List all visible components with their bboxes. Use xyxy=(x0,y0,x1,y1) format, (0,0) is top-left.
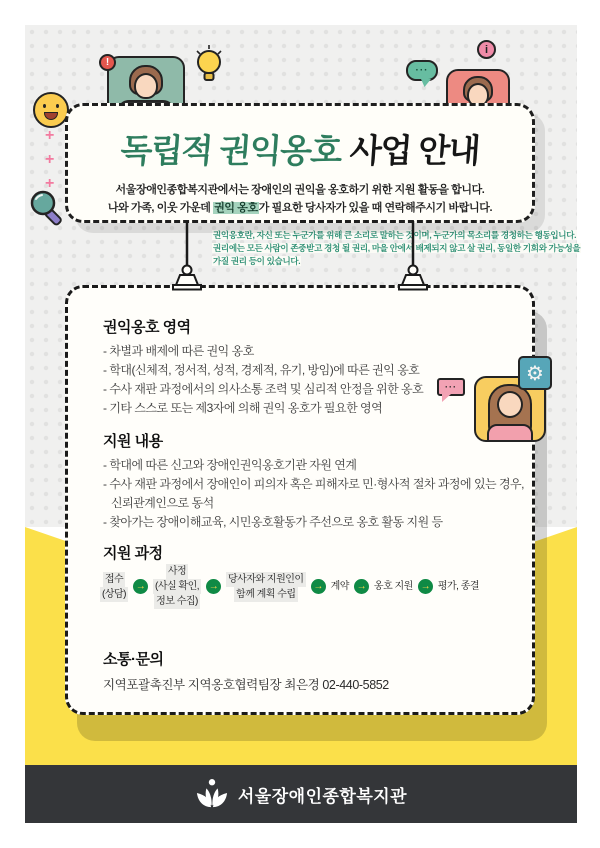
note-line-2: 권리에는 모든 사람이 존중받고 경청 될 권리, 마을 안에서 배제되지 않고 살 권리, 동일한 기회와 가능성을 xyxy=(213,243,581,254)
speech-bubble-icon: ··· xyxy=(437,378,465,396)
speech-bubble-icon: ··· xyxy=(406,60,438,81)
process-flow xyxy=(100,564,540,609)
gear-icon: ⚙ xyxy=(518,356,552,390)
process-step xyxy=(100,572,128,602)
org-logo-icon xyxy=(195,778,229,810)
step-line: 사정 xyxy=(167,566,187,577)
alert-badge-icon: ! xyxy=(99,54,116,71)
step-line: 당사자와 지원인이 xyxy=(228,573,304,585)
step-line: 옹호 지원 xyxy=(373,581,413,592)
process-step xyxy=(331,579,349,594)
magnifier-icon xyxy=(26,188,70,237)
step-line: 접수 xyxy=(104,573,124,585)
list-item: - 차별과 배제에 따른 권익 옹호 xyxy=(103,342,423,361)
arrow-right-icon: → xyxy=(354,579,369,594)
title-black-part: 사업 안내 xyxy=(348,132,481,169)
step-line: (상담) xyxy=(102,588,126,600)
smiley-face-icon xyxy=(33,92,69,128)
list-item: - 기타 스스로 또는 제3자에 의해 권익 옹호가 필요한 영역 xyxy=(103,399,423,418)
plus-icon: + xyxy=(45,127,55,144)
org-name: 서울장애인종합복지관 xyxy=(237,786,408,806)
info-badge-icon: i xyxy=(477,40,496,59)
person-torso xyxy=(487,424,533,442)
poster-title xyxy=(66,125,533,172)
area-list xyxy=(103,342,423,418)
list-item: - 수사 재판 과정에서의 의사소통 조력 및 심리적 안정을 위한 옹호 xyxy=(103,380,423,399)
smiley-eye xyxy=(43,104,46,108)
note-line-3: 가질 권리 등이 있습니다. xyxy=(213,256,301,267)
arrow-right-icon: → xyxy=(206,579,221,594)
poster-subtitle xyxy=(68,181,532,217)
subtitle-highlight: 권익 옹호 xyxy=(214,202,258,215)
step-line: 함께 계획 수립 xyxy=(236,588,296,600)
list-item: - 학대에 따른 신고와 장애인권익옹호기관 자원 연계 xyxy=(103,456,524,475)
step-line: 정보 수집) xyxy=(156,596,198,607)
subtitle-line-2 xyxy=(68,199,532,217)
subtitle-line2-post: 가 필요한 당사자가 있을 때 연락해주시기 바랍니다. xyxy=(258,202,493,215)
subtitle-line2-pre: 나와 가족, 이웃 가운데 xyxy=(107,202,214,215)
process-step xyxy=(438,579,479,594)
section-title-contact: 소통·문의 xyxy=(103,651,164,668)
process-step xyxy=(226,572,306,602)
hanging-stand-left xyxy=(169,221,205,291)
main-card xyxy=(65,285,535,715)
person-face xyxy=(134,73,158,99)
person-face xyxy=(497,391,523,418)
arrow-right-icon: → xyxy=(133,579,148,594)
smiley-mouth xyxy=(44,112,58,120)
step-line: 계약 xyxy=(330,581,349,592)
header-card xyxy=(65,103,535,223)
footer-bar xyxy=(25,765,577,823)
support-list xyxy=(103,456,524,532)
list-item: - 학대(신체적, 정서적, 성적, 경제적, 유기, 방임)에 따른 권익 옹호 xyxy=(103,361,423,380)
list-item: - 찾아가는 장애이해교육, 시민옹호활동가 주선으로 옹호 활동 지원 등 xyxy=(103,513,524,532)
arrow-right-icon: → xyxy=(418,579,433,594)
light-bulb-icon xyxy=(192,44,226,91)
list-item: - 수사 재판 과정에서 장애인이 피의자 혹은 피해자로 민·형사적 절차 과정에 있는 경우, xyxy=(103,475,524,494)
section-title-process: 지원 과정 xyxy=(103,545,163,562)
step-line: 평가, 종결 xyxy=(437,581,480,592)
list-item-continuation: 신뢰관계인으로 동석 xyxy=(111,495,214,510)
note-line-1: 권익옹호란, 자신 또는 누군가를 위해 큰 소리로 말하는 것이며, 누군가의 목소리를 경청하는 행동입니다. xyxy=(213,230,577,240)
hanging-stand-right xyxy=(395,221,431,291)
title-green-part: 독립적 권익옹호 xyxy=(119,132,343,169)
subtitle-line-1: 서울장애인종합복지관에서는 장애인의 권익을 옹호하기 위한 지원 활동을 합니다. xyxy=(115,184,485,196)
section-title-area: 권익옹호 영역 xyxy=(103,319,191,336)
process-step xyxy=(374,579,413,594)
smiley-eye xyxy=(56,104,59,108)
step-line: (사실 확인, xyxy=(154,581,200,592)
plus-icon: + xyxy=(45,175,55,192)
contact-info: 지역포괄촉진부 지역옹호협력팀장 최은경 02-440-5852 xyxy=(103,678,389,692)
section-title-support: 지원 내용 xyxy=(103,433,163,450)
arrow-right-icon: → xyxy=(311,579,326,594)
plus-icon: + xyxy=(45,151,55,168)
process-step xyxy=(153,564,201,609)
